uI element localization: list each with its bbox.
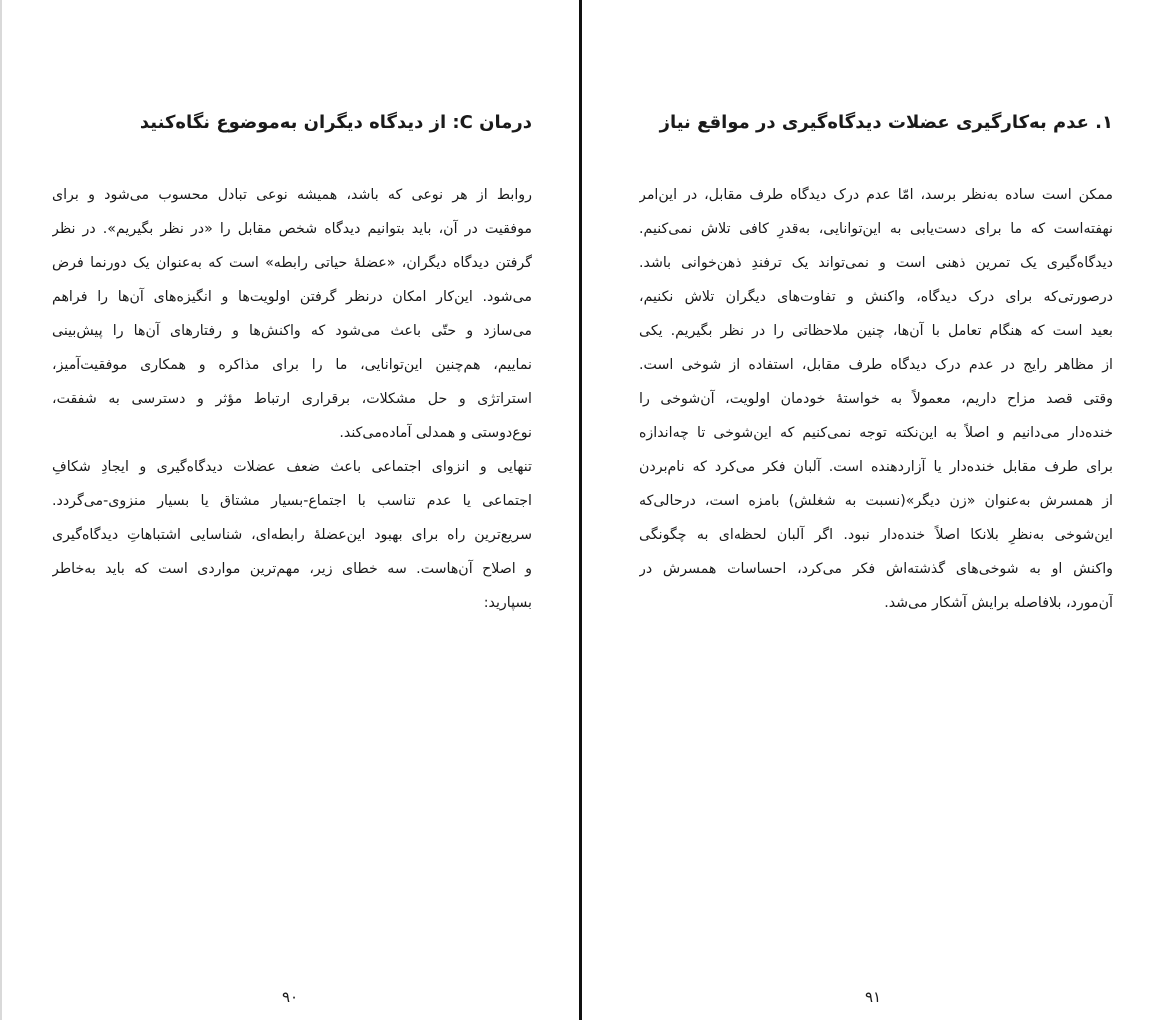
book-spine: [579, 0, 582, 1020]
text-line: گرفتن دیدگاه دیگران، «عضلهٔ حیاتی رابطه» است که به‌عنوان یک دورنما فرض: [52, 255, 532, 271]
text-line: می‌شود. این‌کار امکان درنظر گرفتن اولویت‌ها و انگیزه‌های آن‌ها را فراهم: [52, 289, 532, 305]
text-line: سریع‌ترین راه برای بهبود این‌عضلهٔ رابطه‌ای، شناسایی اشتباهاتِ دیدگاه‌گیری: [52, 527, 532, 543]
text-line: آن‌مورد، بلافاصله برایش آشکار می‌شد.: [884, 595, 1113, 611]
text-line: روابط از هر نوعی که باشد، همیشه نوعی تبادل محسوب می‌شود و برای: [52, 187, 532, 203]
text-line: موفقیت در آن، باید بتوانیم دیدگاه شخص مقابل را «در نظر بگیریم». در نظر: [52, 221, 532, 237]
right-page-body: [639, 178, 1113, 620]
text-line: استراتژی و حل مشکلات، برقراری ارتباط مؤثر و دسترسی به شفقت،: [52, 391, 532, 407]
left-page-number: ۹۰: [281, 988, 299, 1006]
text-line: وقتی قصد مزاح داریم، معمولاً به خواستهٔ خودمان اولویت، آن‌شوخی را: [639, 391, 1113, 407]
text-line: اجتماعی یا عدم تناسب با اجتماع-بسیار مشتاق یا بسیار منزوی-می‌گردد.: [52, 493, 532, 509]
text-line: ممکن است ساده به‌نظر برسد، امّا عدم درک دیدگاه طرف مقابل، در این‌امر: [639, 187, 1113, 203]
right-page-number: ۹۱: [864, 988, 882, 1006]
right-page: [625, 0, 1123, 1020]
text-line: و اصلاح آن‌هاست. سه خطای زیر، مهم‌ترین مواردی است که باید به‌خاطر: [52, 561, 532, 577]
left-page: [40, 0, 540, 1020]
text-line: نماییم، هم‌چنین این‌توانایی، ما را برای مذاکره و همکاری موفقیت‌آمیز،: [52, 357, 532, 373]
left-page-edge: [0, 0, 2, 1020]
text-line: خنده‌دار می‌دانیم و اصلاً به این‌نکته توجه نمی‌کنیم که این‌شوخی تا چه‌اندازه: [639, 425, 1113, 441]
text-line: تنهایی و انزوای اجتماعی باعث ضعف عضلات دیدگاه‌گیری و ایجادِ شکافِ: [52, 459, 532, 475]
text-line: نوع‌دوستی و همدلی آماده‌می‌کند.: [339, 425, 532, 441]
text-line: دیدگاه‌گیری یک تمرین ذهنی است و نمی‌تواند یک ترفندِ ذهن‌خوانی باشد.: [639, 255, 1113, 271]
left-page-body: [52, 178, 532, 620]
left-page-heading: درمان C: از دیدگاه دیگران به‌موضوع نگاه‌کنید: [139, 112, 532, 133]
text-line: بسپارید:: [483, 595, 532, 611]
text-line: واکنش او به شوخی‌های گذشته‌اش فکر می‌کرد، احساسات همسرش در: [639, 561, 1113, 577]
text-line: برای طرف مقابل خنده‌دار یا آزاردهنده است. آلبان فکر می‌کرد که نام‌بردن: [639, 459, 1113, 475]
right-page-heading: ۱. عدم به‌کارگیری عضلات دیدگاه‌گیری در مواقع نیاز: [659, 112, 1113, 133]
text-line: درصورتی‌که برای درک دیدگاه، واکنش و تفاوت‌های دیگران تلاش نکنیم،: [639, 289, 1113, 305]
text-line: بعید است که هنگام تعامل با آن‌ها، چنین ملاحظاتی را در نظر بگیریم. یکی: [639, 323, 1113, 339]
text-line: از همسرش به‌عنوان «زن دیگر»(نسبت به شغلش) بامزه است، درحالی‌که: [639, 493, 1113, 509]
text-line: می‌سازد و حتّی باعث می‌شود که واکنش‌ها و رفتارهای آن‌ها را پیش‌بینی: [52, 323, 532, 339]
text-line: این‌شوخی به‌نظرِ بلانکا اصلاً خنده‌دار نبود. اگر آلبان لحظه‌ای به چگونگی: [639, 527, 1113, 543]
text-line: از مظاهر رایج در عدم درک دیدگاه طرف مقابل، استفاده از شوخی است.: [639, 357, 1113, 373]
text-line: نهفته‌است که ما برای دست‌یابی به این‌توانایی، به‌قدرِ کافی تلاش نمی‌کنیم.: [639, 221, 1113, 237]
